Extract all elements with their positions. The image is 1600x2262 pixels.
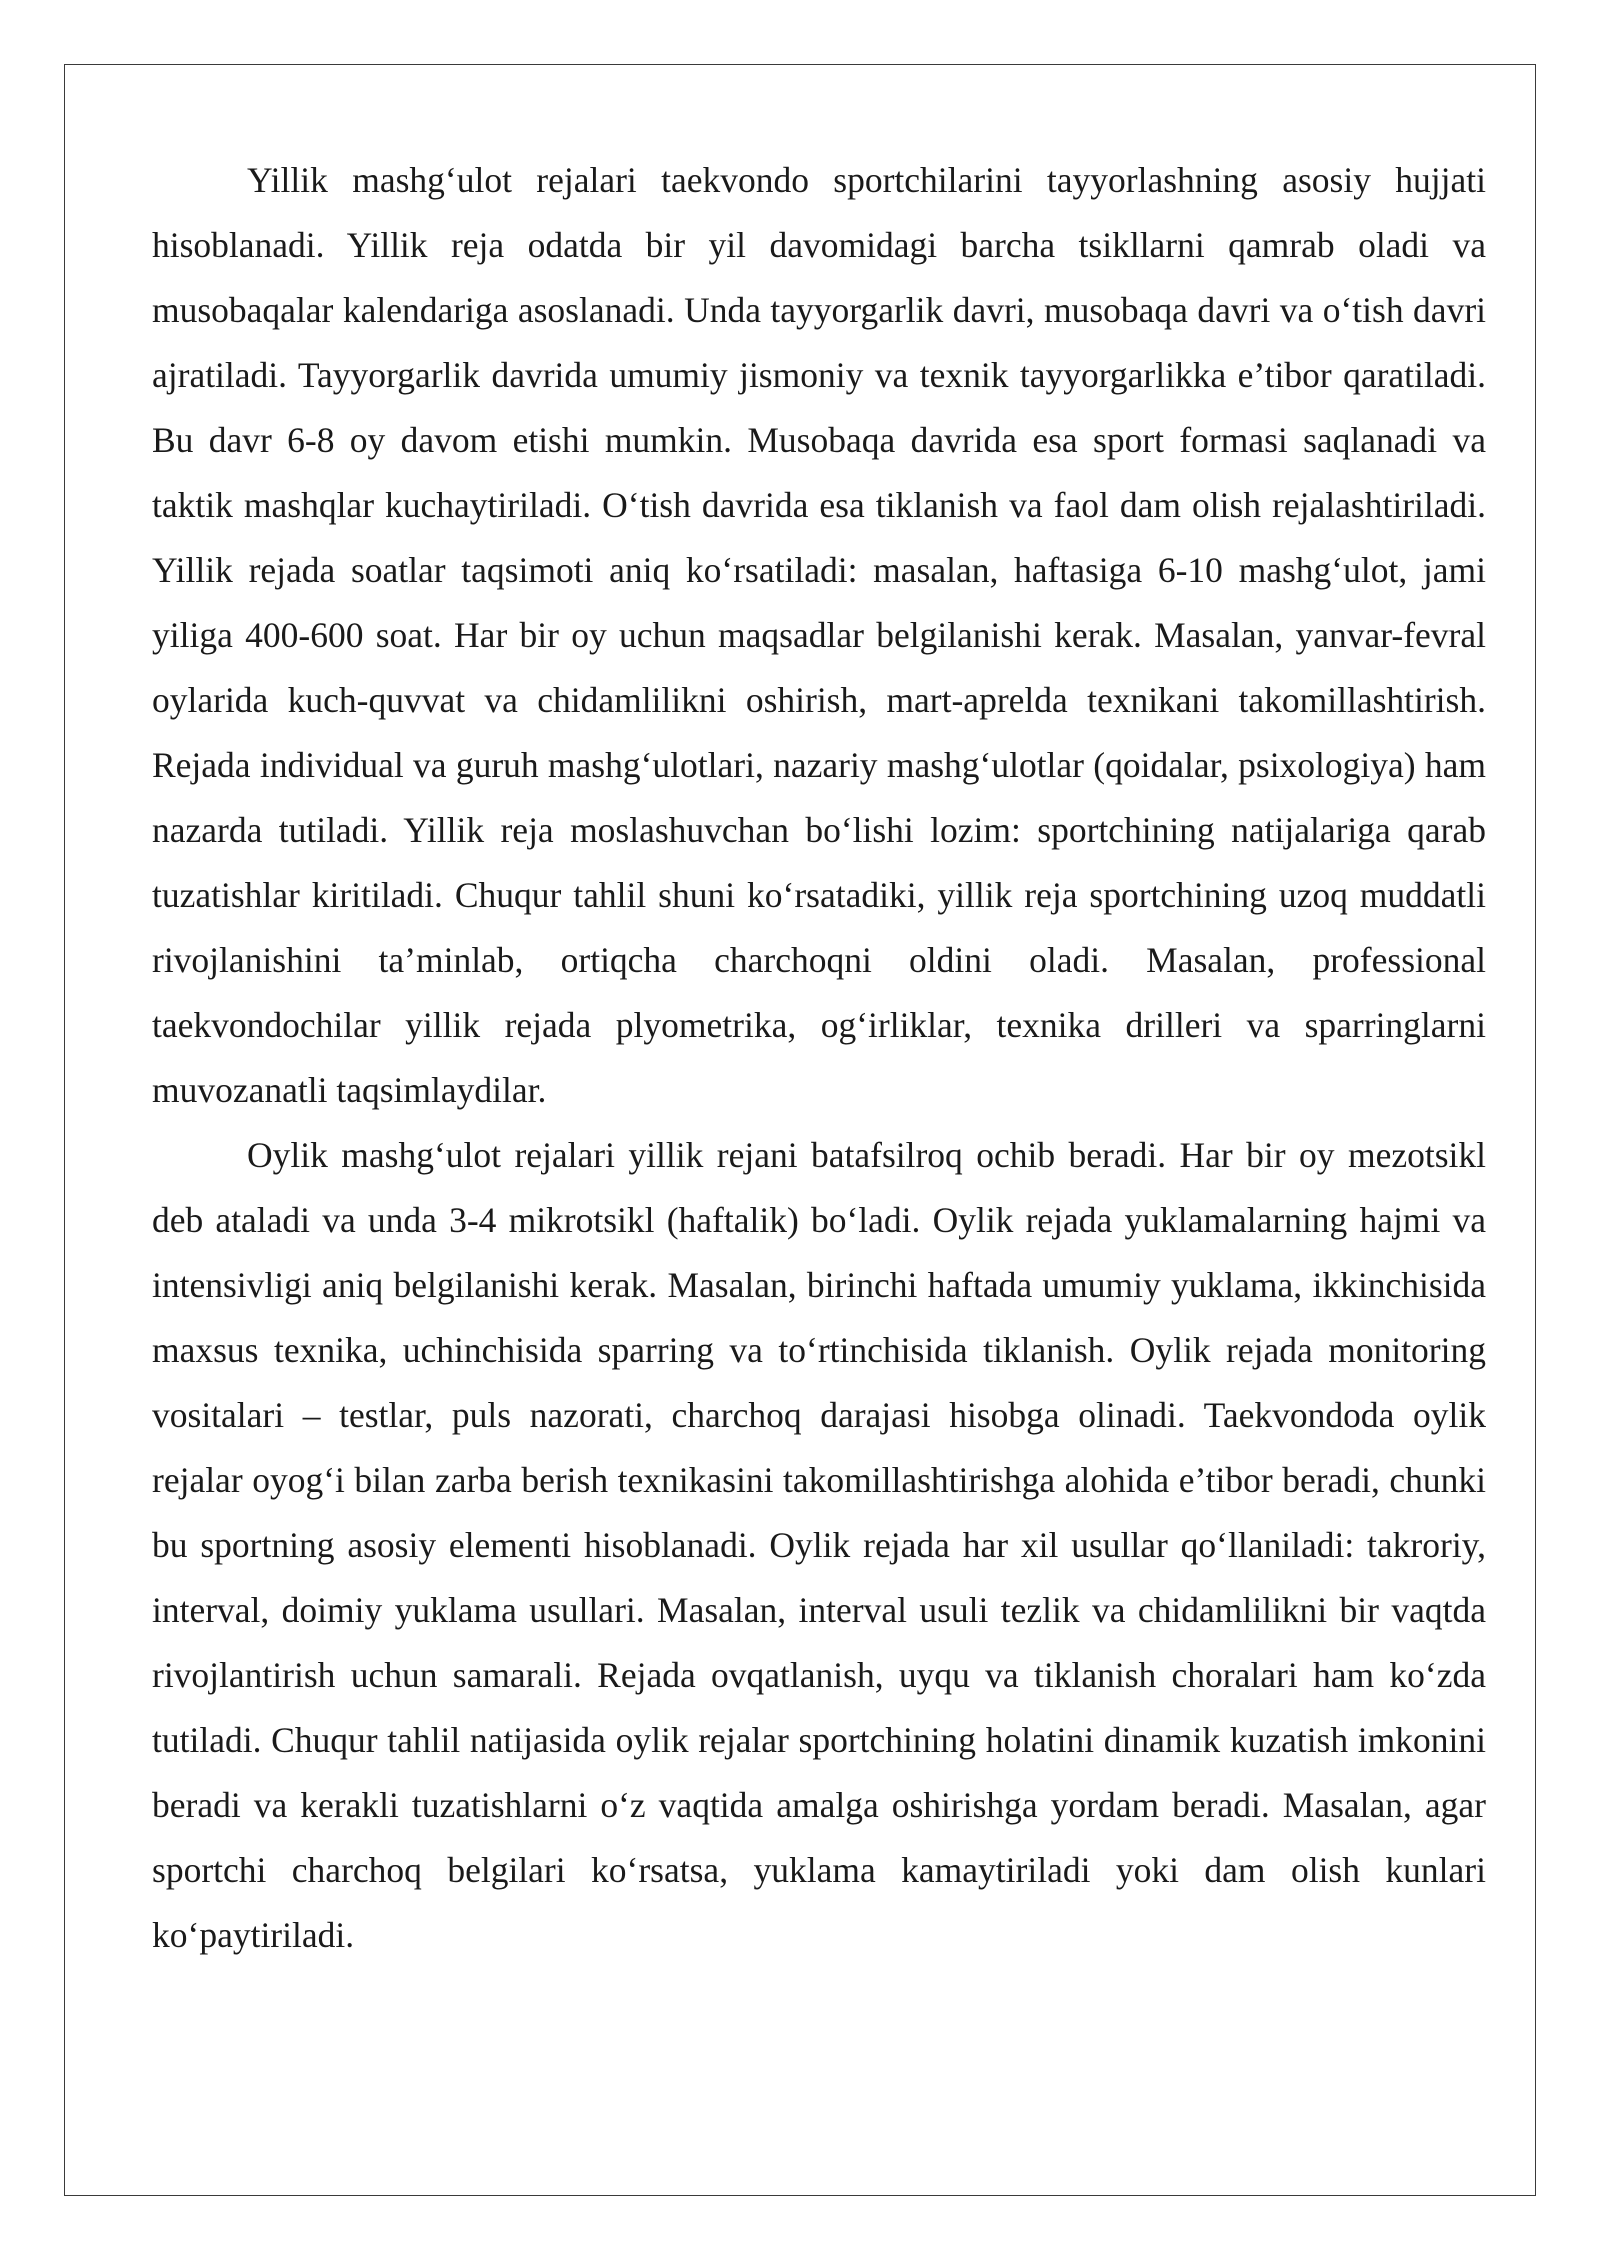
paragraph-monthly-plans: Oylik mashg‘ulot rejalari yillik rejani batafsilroq ochib beradi. Har bir oy mezotsikl deb ataladi va unda 3-4 mikrotsikl (haftalik) bo‘ladi. Oylik rejada yuklamalarning hajmi va intensivligi aniq belgilanishi kerak. Masalan, birinchi haftada umumiy yuklama, ikkinchisida maxsus texnika, uchinchisida sparring va to‘rtinchisida tiklanish. Oylik rejada monitoring vositalari – testlar, puls nazorati, charchoq darajasi hisobga olinadi. Taekvondoda oylik rejalar oyog‘i bilan zarba berish texnikasini takomillashtirishga alohida e’tibor beradi, chunki bu sportning asosiy elementi hisoblanadi. Oylik rejada har xil usullar qo‘llaniladi: takroriy, interval, doimiy yuklama usullari. Masalan, interval usuli tezlik va chidamlilikni bir vaqtda rivojlantirish uchun samarali. Rejada ovqatlanish, uyqu va tiklanish choralari ham ko‘zda tutiladi. Chuqur tahlil natijasida oylik rejalar sportchining holatini dinamik kuzatish imkonini beradi va kerakli tuzatishlarni o‘z vaqtida amalga oshirishga yordam beradi. Masalan, agar sportchi charchoq belgilari ko‘rsatsa, yuklama kamaytiriladi yoki dam olish kunlari ko‘paytiriladi. xyxy=(152,1135,1486,1955)
document-body xyxy=(152,148,1486,1968)
paragraph-annual-plans: Yillik mashg‘ulot rejalari taekvondo sportchilarini tayyorlashning asosiy hujjati hisoblanadi. Yillik reja odatda bir yil davomidagi barcha tsikllarni qamrab oladi va musobaqalar kalendariga asoslanadi. Unda tayyorgarlik davri, musobaqa davri va o‘tish davri ajratiladi. Tayyorgarlik davrida umumiy jismoniy va texnik tayyorgarlikka e’tibor qaratiladi. Bu davr 6-8 oy davom etishi mumkin. Musobaqa davrida esa sport formasi saqlanadi va taktik mashqlar kuchaytiriladi. O‘tish davrida esa tiklanish va faol dam olish rejalashtiriladi. Yillik rejada soatlar taqsimoti aniq ko‘rsatiladi: masalan, haftasiga 6-10 mashg‘ulot, jami yiliga 400-600 soat. Har bir oy uchun maqsadlar belgilanishi kerak. Masalan, yanvar-fevral oylarida kuch-quvvat va chidamlilikni oshirish, mart-aprelda texnikani takomillashtirish. Rejada individual va guruh mashg‘ulotlari, nazariy mashg‘ulotlar (qoidalar, psixologiya) ham nazarda tutiladi. Yillik reja moslashuvchan bo‘lishi lozim: sportchining natijalariga qarab tuzatishlar kiritiladi. Chuqur tahlil shuni ko‘rsatadiki, yillik reja sportchining uzoq muddatli rivojlanishini ta’minlab, ortiqcha charchoqni oldini oladi. Masalan, professional taekvondochilar yillik rejada plyometrika, og‘irliklar, texnika drilleri va sparringlarni muvozanatli taqsimlaydilar. xyxy=(152,160,1486,1110)
